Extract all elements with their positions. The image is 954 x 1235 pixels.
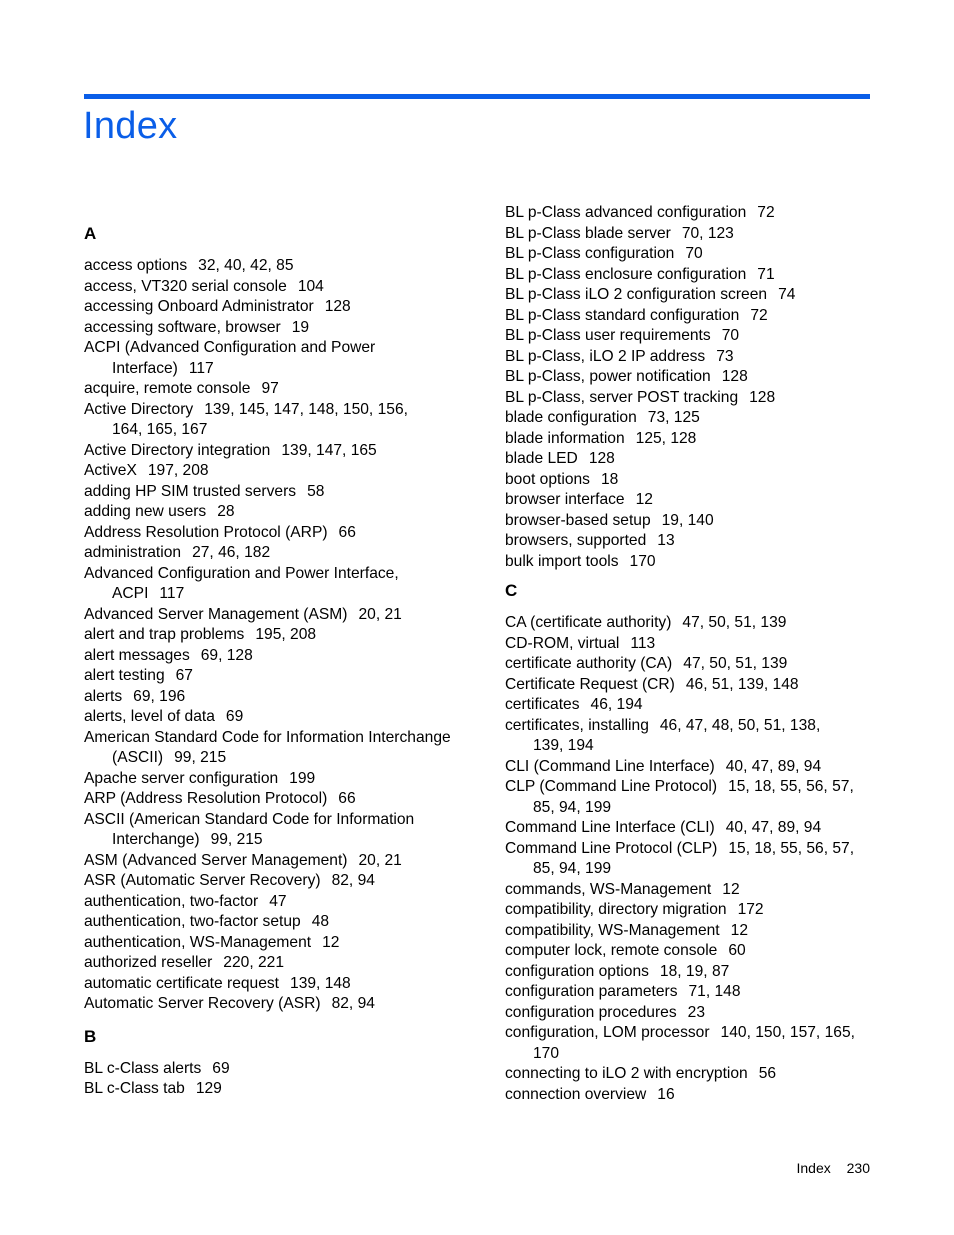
entry-pages: 18 bbox=[600, 470, 619, 488]
entry-term: administration bbox=[84, 544, 182, 561]
index-entry bbox=[84, 646, 464, 667]
entry-term: compatibility, directory migration bbox=[505, 901, 727, 918]
entry-term: bulk import tools bbox=[505, 552, 619, 570]
index-entry bbox=[84, 1079, 464, 1100]
entry-term: adding new users bbox=[84, 503, 207, 520]
index-entry bbox=[505, 777, 875, 818]
entry-term: BL c-Class tab bbox=[84, 1080, 185, 1097]
entry-pages: 13 bbox=[657, 532, 675, 549]
entry-pages: 46, 194 bbox=[590, 696, 643, 713]
entry-term: ASR (Automatic Server Recovery) bbox=[84, 872, 321, 889]
index-entry bbox=[84, 871, 464, 892]
entry-term: authentication, WS-Management bbox=[84, 933, 312, 951]
index-entry bbox=[505, 552, 875, 573]
entry-pages: 70 bbox=[685, 245, 703, 262]
index-entry bbox=[505, 982, 875, 1003]
entry-pages: 20, 21 bbox=[358, 851, 402, 869]
entry-pages-continued: 164, 165, 167 bbox=[112, 421, 208, 438]
entry-term: BL p-Class configuration bbox=[505, 245, 675, 262]
entry-term: computer lock, remote console bbox=[505, 942, 718, 959]
index-entry bbox=[84, 851, 464, 872]
entry-pages: 69, 128 bbox=[200, 646, 253, 664]
index-section bbox=[505, 203, 875, 572]
entry-term: accessing software, browser bbox=[84, 318, 281, 336]
entry-pages: 66 bbox=[338, 790, 356, 807]
entry-pages-continued: 85, 94, 199 bbox=[533, 798, 612, 816]
entry-term: Active Directory bbox=[84, 400, 194, 418]
entry-term: BL p-Class user requirements bbox=[505, 327, 711, 344]
index-section bbox=[505, 580, 875, 1105]
entry-pages: 99, 215 bbox=[174, 749, 227, 766]
entry-term: ASM (Advanced Server Management) bbox=[84, 851, 348, 869]
entry-term: configuration procedures bbox=[505, 1003, 677, 1021]
index-column-right bbox=[505, 203, 875, 1105]
index-entry bbox=[505, 839, 875, 880]
index-entry bbox=[505, 880, 875, 901]
index-entry bbox=[84, 666, 464, 687]
entry-pages: 170 bbox=[629, 552, 656, 570]
entry-pages: 47, 50, 51, 139 bbox=[682, 614, 787, 631]
entry-pages: 46, 47, 48, 50, 51, 138, bbox=[659, 716, 821, 734]
entry-pages: 71 bbox=[757, 265, 775, 283]
entry-term: BL p-Class enclosure configuration bbox=[505, 265, 747, 283]
index-entry bbox=[505, 941, 875, 962]
index-entry bbox=[84, 379, 464, 400]
entry-term-continued: ACPI bbox=[112, 585, 149, 602]
index-section bbox=[84, 223, 464, 1015]
index-entry bbox=[84, 277, 464, 298]
entry-term-continued: Interface) bbox=[112, 359, 178, 377]
index-entry bbox=[84, 543, 464, 564]
index-entry bbox=[505, 1085, 875, 1106]
entry-term: accessing Onboard Administrator bbox=[84, 298, 314, 315]
index-entry bbox=[84, 769, 464, 790]
entry-term: access options bbox=[84, 257, 188, 274]
index-entry bbox=[505, 921, 875, 942]
section-letter: A bbox=[84, 224, 97, 243]
entry-pages: 69 bbox=[212, 1059, 230, 1077]
entry-pages: 82, 94 bbox=[331, 995, 375, 1012]
entry-pages: 140, 150, 157, 165, bbox=[720, 1024, 855, 1041]
index-entry bbox=[505, 531, 875, 552]
entry-pages: 15, 18, 55, 56, 57, bbox=[728, 778, 854, 795]
entry-pages: 129 bbox=[195, 1080, 222, 1097]
entry-term: certificates bbox=[505, 696, 580, 713]
index-section bbox=[84, 1026, 464, 1100]
entry-pages: 70 bbox=[721, 327, 740, 344]
entry-term: BL p-Class standard configuration bbox=[505, 306, 740, 324]
entry-pages: 70, 123 bbox=[681, 224, 734, 242]
index-entry bbox=[84, 728, 464, 769]
index-entry bbox=[84, 687, 464, 708]
entry-pages: 20, 21 bbox=[358, 605, 402, 623]
index-entry bbox=[505, 490, 875, 511]
index-entry bbox=[505, 285, 875, 306]
entry-term: acquire, remote console bbox=[84, 380, 251, 397]
entry-term: browsers, supported bbox=[505, 532, 647, 549]
index-entry bbox=[84, 441, 464, 462]
index-entry bbox=[505, 613, 875, 634]
index-entry bbox=[505, 429, 875, 450]
index-entry bbox=[505, 306, 875, 327]
entry-pages: 74 bbox=[778, 286, 796, 303]
index-entry bbox=[84, 523, 464, 544]
index-entry bbox=[84, 1059, 464, 1080]
index-entry bbox=[84, 318, 464, 339]
entry-pages: 128 bbox=[749, 388, 776, 406]
index-entry bbox=[505, 962, 875, 983]
entry-term: compatibility, WS-Management bbox=[505, 921, 720, 939]
entry-pages: 19 bbox=[291, 318, 310, 336]
index-entry bbox=[84, 994, 464, 1015]
entry-term: ASCII (American Standard Code for Information bbox=[84, 810, 415, 828]
entry-pages: 12 bbox=[722, 880, 740, 898]
entry-pages: 56 bbox=[758, 1065, 777, 1082]
entry-term: BL p-Class advanced configuration bbox=[505, 204, 747, 221]
entry-pages-continued: 170 bbox=[533, 1044, 560, 1062]
index-entry bbox=[505, 449, 875, 470]
index-entry bbox=[505, 757, 875, 778]
index-entry bbox=[84, 564, 464, 605]
index-entry bbox=[505, 654, 875, 675]
index-entry bbox=[84, 297, 464, 318]
entry-pages: 40, 47, 89, 94 bbox=[725, 757, 822, 775]
index-entry bbox=[505, 1064, 875, 1085]
entry-term: ACPI (Advanced Configuration and Power bbox=[84, 339, 376, 356]
entry-term: configuration, LOM processor bbox=[505, 1024, 710, 1041]
index-entry bbox=[505, 367, 875, 388]
entry-pages: 40, 47, 89, 94 bbox=[725, 819, 822, 836]
entry-pages: 48 bbox=[311, 913, 330, 930]
entry-pages: 18, 19, 87 bbox=[659, 962, 730, 980]
entry-pages: 60 bbox=[728, 942, 746, 959]
entry-pages: 47 bbox=[269, 892, 287, 910]
entry-term: alerts, level of data bbox=[84, 708, 215, 725]
page-title: Index bbox=[83, 105, 178, 147]
index-entry bbox=[84, 482, 464, 503]
entry-pages: 199 bbox=[289, 769, 316, 787]
index-entry bbox=[84, 625, 464, 646]
index-entry bbox=[84, 933, 464, 954]
index-entry bbox=[505, 675, 875, 696]
entry-pages: 99, 215 bbox=[210, 831, 263, 848]
entry-term: ARP (Address Resolution Protocol) bbox=[84, 790, 328, 807]
entry-term: blade information bbox=[505, 429, 625, 447]
entry-term: certificate authority (CA) bbox=[505, 655, 673, 672]
entry-pages: 46, 51, 139, 148 bbox=[685, 675, 799, 693]
entry-term: automatic certificate request bbox=[84, 974, 280, 992]
index-entry bbox=[505, 1003, 875, 1024]
index-entry bbox=[505, 900, 875, 921]
entry-pages: 15, 18, 55, 56, 57, bbox=[728, 839, 855, 857]
entry-pages: 66 bbox=[338, 523, 356, 541]
entry-term: adding HP SIM trusted servers bbox=[84, 482, 297, 500]
entry-term: access, VT320 serial console bbox=[84, 277, 287, 295]
index-entry bbox=[505, 634, 875, 655]
entry-pages: 12 bbox=[322, 933, 340, 951]
entry-term: Certificate Request (CR) bbox=[505, 675, 675, 693]
index-entry bbox=[505, 408, 875, 429]
index-entry bbox=[505, 716, 875, 757]
entry-pages: 73 bbox=[716, 347, 734, 365]
entry-pages: 97 bbox=[261, 380, 279, 397]
entry-pages: 73, 125 bbox=[647, 409, 700, 426]
entry-term: alert and trap problems bbox=[84, 626, 245, 643]
entry-pages: 104 bbox=[297, 277, 324, 295]
entry-term: BL c-Class alerts bbox=[84, 1059, 202, 1077]
entry-term: authentication, two-factor bbox=[84, 892, 259, 910]
entry-pages: 139, 147, 165 bbox=[281, 441, 377, 459]
entry-term: commands, WS-Management bbox=[505, 880, 712, 898]
entry-pages: 82, 94 bbox=[331, 872, 375, 889]
entry-term: Command Line Protocol (CLP) bbox=[505, 839, 718, 857]
entry-pages: 172 bbox=[737, 901, 764, 918]
index-entry bbox=[505, 470, 875, 491]
entry-pages: 128 bbox=[721, 368, 748, 385]
entry-term: configuration options bbox=[505, 962, 649, 980]
index-entry bbox=[505, 818, 875, 839]
index-entry bbox=[505, 347, 875, 368]
index-entry bbox=[84, 338, 464, 379]
entry-pages: 139, 148 bbox=[290, 974, 351, 992]
entry-pages: 23 bbox=[687, 1003, 705, 1021]
entry-term: alerts bbox=[84, 687, 123, 705]
entry-term: BL p-Class, iLO 2 IP address bbox=[505, 347, 706, 365]
entry-pages: 12 bbox=[730, 921, 748, 939]
index-entry bbox=[84, 974, 464, 995]
index-entry bbox=[84, 912, 464, 933]
entry-term: connecting to iLO 2 with encryption bbox=[505, 1065, 748, 1082]
entry-pages: 113 bbox=[630, 634, 656, 652]
entry-pages: 27, 46, 182 bbox=[192, 544, 271, 561]
entry-term: CLI (Command Line Interface) bbox=[505, 757, 715, 775]
entry-pages: 67 bbox=[175, 667, 193, 684]
entry-term-continued: Interchange) bbox=[112, 831, 200, 848]
entry-term: blade LED bbox=[505, 450, 578, 467]
entry-pages: 71, 148 bbox=[688, 983, 741, 1000]
entry-term: alert testing bbox=[84, 667, 165, 684]
entry-pages: 125, 128 bbox=[635, 429, 697, 447]
entry-term: BL p-Class iLO 2 configuration screen bbox=[505, 286, 768, 303]
entry-pages: 16 bbox=[657, 1085, 675, 1103]
entry-pages: 128 bbox=[324, 298, 351, 315]
entry-pages: 47, 50, 51, 139 bbox=[683, 655, 788, 672]
index-entry bbox=[505, 203, 875, 224]
entry-term: connection overview bbox=[505, 1085, 647, 1103]
index-entry bbox=[505, 1023, 875, 1064]
page-number: 230 bbox=[846, 1160, 870, 1176]
entry-pages: 117 bbox=[188, 359, 214, 377]
index-entry bbox=[84, 256, 464, 277]
entry-term: BL p-Class, server POST tracking bbox=[505, 388, 739, 406]
entry-term: Command Line Interface (CLI) bbox=[505, 819, 715, 836]
index-entry bbox=[84, 605, 464, 626]
entry-term: Automatic Server Recovery (ASR) bbox=[84, 995, 321, 1012]
index-entry bbox=[84, 892, 464, 913]
entry-term: Advanced Server Management (ASM) bbox=[84, 605, 348, 623]
entry-term: authorized reseller bbox=[84, 954, 213, 971]
entry-term: Address Resolution Protocol (ARP) bbox=[84, 523, 328, 541]
section-letter: C bbox=[505, 581, 518, 600]
entry-pages: 19, 140 bbox=[661, 511, 714, 529]
entry-term: certificates, installing bbox=[505, 716, 649, 734]
index-entry bbox=[84, 810, 464, 851]
entry-term: browser interface bbox=[505, 491, 625, 508]
entry-term: alert messages bbox=[84, 646, 190, 664]
entry-term-continued: (ASCII) bbox=[112, 749, 164, 766]
entry-term: boot options bbox=[505, 470, 590, 488]
index-entry bbox=[84, 789, 464, 810]
entry-pages: 69 bbox=[225, 708, 244, 725]
entry-term: ActiveX bbox=[84, 462, 137, 479]
index-entry bbox=[84, 400, 464, 441]
footer-label: Index bbox=[796, 1160, 831, 1176]
entry-pages: 128 bbox=[588, 450, 615, 467]
entry-pages: 72 bbox=[757, 204, 775, 221]
entry-pages: 72 bbox=[750, 306, 768, 324]
index-entry bbox=[505, 224, 875, 245]
index-entry bbox=[84, 502, 464, 523]
entry-term: Apache server configuration bbox=[84, 769, 279, 787]
entry-pages: 28 bbox=[217, 503, 235, 520]
index-entry bbox=[505, 695, 875, 716]
index-column-left bbox=[84, 223, 464, 1100]
entry-term: Active Directory integration bbox=[84, 441, 271, 459]
section-letter: B bbox=[84, 1026, 97, 1046]
entry-pages: 58 bbox=[307, 482, 325, 500]
title-rule bbox=[84, 94, 870, 99]
entry-term: BL p-Class, power notification bbox=[505, 368, 711, 385]
entry-term: CLP (Command Line Protocol) bbox=[505, 778, 718, 795]
entry-term: blade configuration bbox=[505, 409, 637, 426]
index-entry bbox=[505, 388, 875, 409]
entry-pages: 69, 196 bbox=[133, 687, 186, 705]
entry-term: authentication, two-factor setup bbox=[84, 913, 301, 930]
index-entry bbox=[505, 326, 875, 347]
index-entry bbox=[505, 265, 875, 286]
entry-pages: 139, 145, 147, 148, 150, 156, bbox=[204, 400, 408, 418]
entry-term: configuration parameters bbox=[505, 983, 678, 1000]
entry-term: BL p-Class blade server bbox=[505, 224, 671, 242]
entry-pages: 32, 40, 42, 85 bbox=[198, 257, 294, 274]
page-footer bbox=[797, 1158, 871, 1178]
entry-pages: 195, 208 bbox=[255, 626, 317, 643]
entry-term: Advanced Configuration and Power Interface, bbox=[84, 564, 399, 582]
index-entry bbox=[505, 244, 875, 265]
entry-pages: 197, 208 bbox=[147, 462, 209, 479]
entry-pages-continued: 85, 94, 199 bbox=[533, 860, 612, 877]
index-entry bbox=[84, 953, 464, 974]
entry-pages: 12 bbox=[635, 491, 653, 508]
entry-term: American Standard Code for Information Interchange bbox=[84, 728, 451, 746]
entry-term: CD-ROM, virtual bbox=[505, 634, 620, 652]
entry-pages: 117 bbox=[159, 585, 185, 602]
index-entry bbox=[84, 461, 464, 482]
entry-term: browser-based setup bbox=[505, 511, 651, 529]
entry-pages-continued: 139, 194 bbox=[533, 737, 594, 754]
index-entry bbox=[84, 707, 464, 728]
index-entry bbox=[505, 511, 875, 532]
entry-pages: 220, 221 bbox=[223, 954, 284, 971]
entry-term: CA (certificate authority) bbox=[505, 614, 672, 631]
